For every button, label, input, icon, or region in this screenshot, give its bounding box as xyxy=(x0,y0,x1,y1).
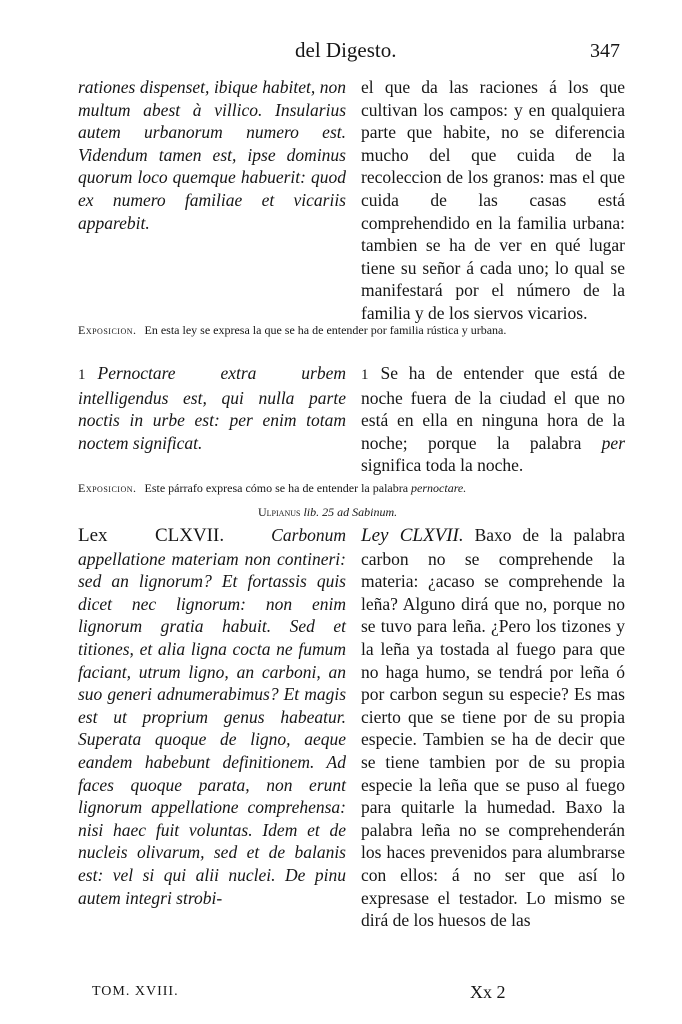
running-header: del Digesto. xyxy=(295,38,397,62)
emphasized-word: pernoctare. xyxy=(411,481,467,495)
exposicion-text: En esta ley se expresa la que se ha de entender por familia rústica y urbana. xyxy=(144,323,507,337)
lex-heading: Lex CLXVII. xyxy=(78,525,225,546)
spanish-ley-167 xyxy=(361,524,625,932)
exposicion-note-2 xyxy=(78,480,626,496)
exposicion-label: Exposicion. xyxy=(78,323,137,337)
exposicion-text: Este párrafo expresa cómo se ha de entender la palabra xyxy=(144,481,412,495)
latin-lex-167 xyxy=(78,524,346,909)
signature-mark: Xx 2 xyxy=(470,982,506,1002)
spanish-paragraph-1: 1 Se ha de entender que está de noche fuera de la ciudad el que no está en ella en ninguna hora de la noche; porque la palabra per significa toda la noche. xyxy=(361,363,625,476)
spanish-text-block-1: el que da las raciones á los que cultivan los campos: y en qualquiera parte que habite, no se diferencia mucho del que cuida de la recoleccion de los granos: mas el que cuida de las casas está comprehendido en la familia urbana: tambien se ha de ver en qué lugar tiene su señor á cada uno; lo qual se manifestará por el número de la familia y de los siervos vicarios. xyxy=(361,77,625,323)
paragraph-number: 1 xyxy=(361,367,369,383)
lex-latin-text: Carbonum appellatione materiam non contineri: sed an lignorum? Et fortassis quis dicet nec lignorum: non enim lignorum gratia habuit. Sed et titiones, et alia ligna cocta ne fumum faciant, utrum ligno, an carboni, an suo generi adnumerabimus? Et magis est ut proprium genus habeatur. Superata quoque de ligno, aeque eandem habebunt definitionem. Ad faces quoque parata, non erunt lignorum appellatione comprehensa: nisi haec fuit voluntas. Idem et de nucleis olivarum, sed et de balanis est: vel si qui alii nuclei. De pinu autem integri strobi- xyxy=(78,525,347,908)
volume-marker: TOM. XVIII. xyxy=(92,984,179,999)
paragraph-latin-text: Pernoctare extra urbem intelligendus est, qui nulla parte noctis in urbe est: per enim totam noctem significat. xyxy=(78,363,346,453)
page-number: 347 xyxy=(590,40,620,62)
exposicion-label: Exposicion. xyxy=(78,481,137,495)
emphasized-word: per xyxy=(601,432,625,453)
ley-heading: Ley CLXVII. xyxy=(361,525,464,546)
latin-text-block-1: rationes dispenset, ibique habitet, non multum abest à villico. Insularius autem urbanorum numero est. Videndum tamen est, ipse dominus quorum loco quemque habuerit: quod ex numero familiae et vicariis apparebit. xyxy=(78,77,346,233)
latin-paragraph-1 xyxy=(78,362,346,454)
source-citation: Ulpianus lib. 25 ad Sabinum. xyxy=(258,505,398,519)
ley-spanish-text: Baxo de la palabra carbon no se comprehende la materia: ¿acaso se comprehende la leña? Alguno dirá que no, porque no se tuvo para leña. ¿Pero los tizones y la leña ya tostada al fuego para que no haga humo, se tendrá por leña ó por carbon segun su especie? Es mas cierto que se tiene por de su propia especie. Tambien se ha de decir que se tiene tambien por de su propia especie la leña que se puso al fuego para quitarle la humedad. Baxo la palabra leña no se comprehenderán los haces prevenidos para alumbrarse con ellos: á no ser que así lo expresase el testador. Lo mismo se dirá de los huesos de las xyxy=(361,525,626,931)
paragraph-number: 1 xyxy=(78,367,86,383)
exposicion-note-1 xyxy=(78,322,626,338)
